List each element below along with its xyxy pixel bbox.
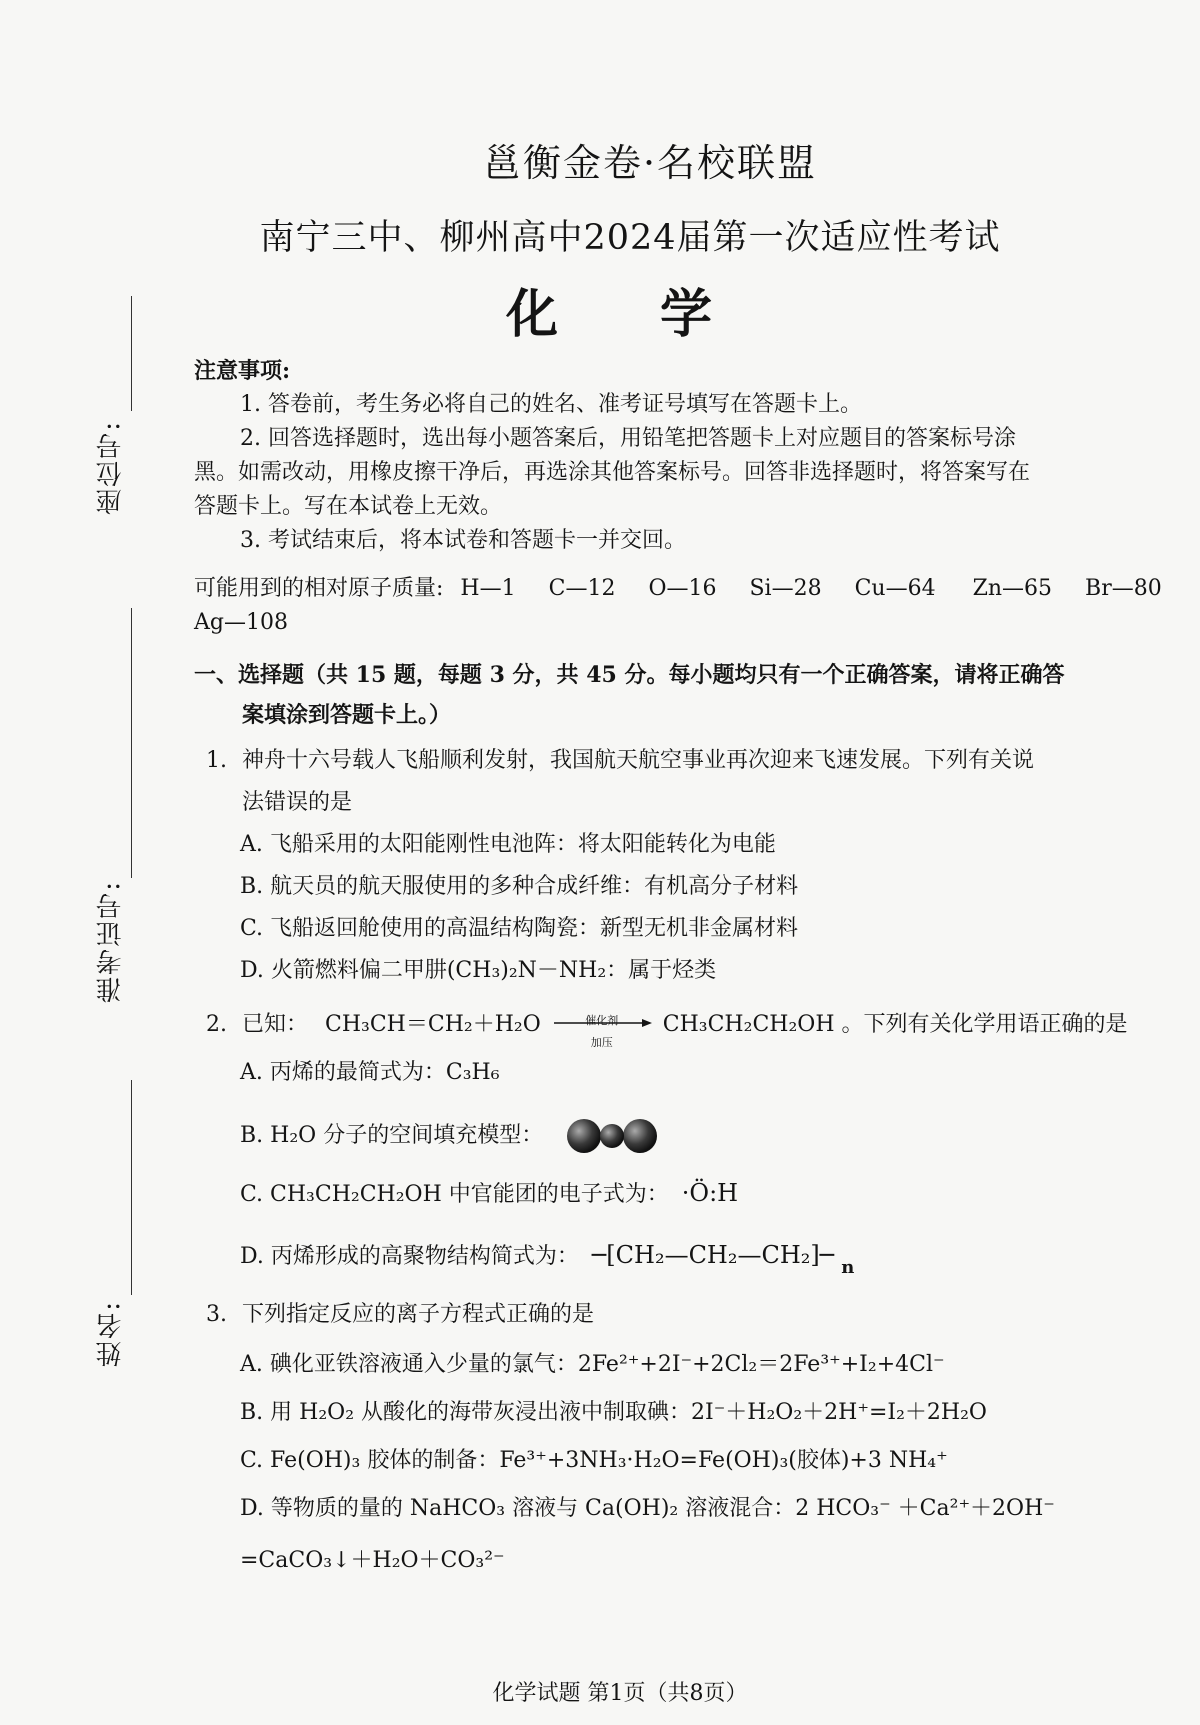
option-b: B. 航天员的航天服使用的多种合成纤维：有机高分子材料 (240, 874, 799, 899)
option-a: A. 飞船采用的太阳能刚性电池阵：将太阳能转化为电能 (240, 832, 776, 857)
ticket-label: 准考证号: (96, 880, 126, 1003)
question-stem: 法错误的是 (242, 790, 353, 815)
section-heading-cont: 案填涂到答题卡上。） (242, 702, 452, 728)
option-b (240, 1116, 660, 1156)
option-c (240, 1178, 738, 1210)
reaction-arrow (552, 1010, 652, 1049)
mass-item: C—12 (548, 576, 616, 601)
option-c-text: C. CH₃CH₂CH₂OH 中官能团的电子式为： (240, 1182, 669, 1207)
series-title: 邕衡金卷·名校联盟 (482, 141, 818, 185)
reaction-product: CH₃CH₂CH₂OH (662, 1012, 835, 1037)
question-stem: 下列指定反应的离子方程式正确的是 (242, 1302, 595, 1327)
option-b: B. 用 H₂O₂ 从酸化的海带灰浸出液中制取碘：2I⁻＋H₂O₂＋2H⁺=I₂＋2H₂O (240, 1400, 987, 1425)
stem-lead: 已知： (242, 1012, 309, 1037)
notice-item: 黑。如需改动，用橡皮擦干净后，再选涂其他答案标号。回答非选择题时，将答案写在 (194, 460, 1031, 485)
atomic-masses (194, 574, 1162, 604)
mass-item: Zn—65 (972, 576, 1053, 601)
option-d (240, 1240, 854, 1283)
notice-title: 注意事项: (194, 358, 291, 384)
question-number: 3. (206, 1302, 227, 1327)
notice-item: 3. 考试结束后，将本试卷和答题卡一并交回。 (240, 528, 686, 553)
polymer-subscript-n: n (841, 1257, 855, 1278)
option-d: D. 等物质的量的 NaHCO₃ 溶液与 Ca(OH)₂ 溶液混合：2 HCO₃⁻ ＋Ca²⁺＋2OH⁻ (240, 1496, 1055, 1521)
name-label: 姓名: (96, 1300, 126, 1367)
question-number: 2. (206, 1012, 227, 1037)
arrow-icon (552, 1019, 652, 1027)
exam-title: 南宁三中、柳州高中2024届第一次适应性考试 (259, 218, 1001, 258)
notice-item: 1. 答卷前，考生务必将自己的姓名、准考证号填写在答题卡上。 (240, 392, 862, 417)
question-number: 1. (206, 748, 227, 773)
section-heading: 一、选择题（共 15 题，每题 3 分，共 45 分。每小题均只有一个正确答案，请将正确答 (194, 662, 1065, 688)
seat-line (131, 296, 132, 411)
option-c: C. 飞船返回舱使用的高温结构陶瓷：新型无机非金属材料 (240, 916, 799, 941)
notice-item: 2. 回答选择题时，选出每小题答案后，用铅笔把答题卡上对应题目的答案标号涂 (240, 426, 1016, 451)
option-a: A. 碘化亚铁溶液通入少量的氯气：2Fe²⁺+2I⁻+2Cl₂＝2Fe³⁺+I₂+4Cl⁻ (240, 1352, 945, 1377)
masses-label: 可能用到的相对原子质量: (194, 576, 444, 601)
mass-item: Ag—108 (194, 610, 288, 635)
option-d-text: D. 丙烯形成的高聚物结构简式为： (240, 1244, 579, 1269)
subject-title: 化 学 (505, 284, 755, 345)
arrow-condition-top: 催化剂 (585, 1014, 619, 1027)
option-d: D. 火箭燃料偏二甲肼(CH₃)₂N－NH₂：属于烃类 (240, 958, 717, 983)
mass-item: Br—80 (1085, 576, 1162, 601)
stem-tail: 。下列有关化学用语正确的是 (841, 1012, 1128, 1037)
mass-item: H—1 (460, 576, 516, 601)
seat-label: 座位号: (96, 420, 126, 515)
question-stem: 神舟十六号载人飞船顺利发射，我国航天航空事业再次迎来飞速发展。下列有关说 (242, 748, 1035, 773)
notice-item: 答题卡上。写在本试卷上无效。 (194, 494, 503, 519)
name-line (131, 1080, 132, 1295)
space-filling-model-icon (564, 1116, 660, 1156)
mass-item: Cu—64 (854, 576, 936, 601)
option-a: A. 丙烯的最简式为：C₃H₆ (240, 1060, 500, 1085)
polymer-formula: ─[CH₂—CH₂—CH₂]─ (591, 1241, 835, 1269)
reaction-reactants: CH₃CH＝CH₂＋H₂O (325, 1012, 541, 1037)
ticket-line (131, 608, 132, 878)
mass-item: O—16 (648, 576, 717, 601)
option-b-text: B. H₂O 分子的空间填充模型： (240, 1123, 544, 1148)
mass-item: Si—28 (749, 576, 822, 601)
question-stem (242, 1010, 1128, 1049)
arrow-condition-bottom: 加压 (590, 1036, 613, 1049)
electron-formula: ·Ö:H (681, 1179, 739, 1207)
option-d-cont: =CaCO₃↓＋H₂O＋CO₃²⁻ (240, 1548, 505, 1573)
option-c: C. Fe(OH)₃ 胶体的制备：Fe³⁺+3NH₃·H₂O=Fe(OH)₃(胶体)+3 NH₄⁺ (240, 1448, 948, 1473)
page-footer: 化学试题 第1页（共8页） (492, 1681, 748, 1706)
